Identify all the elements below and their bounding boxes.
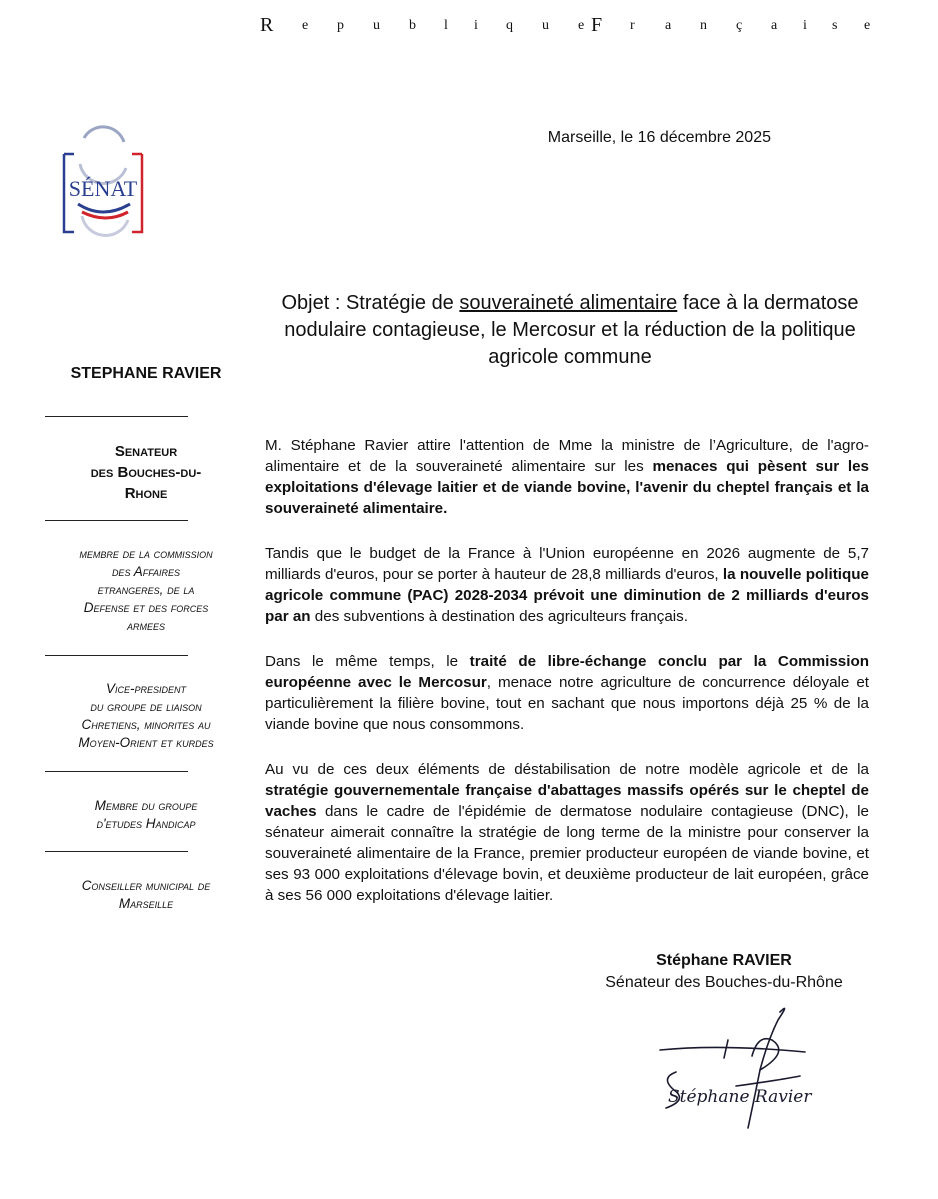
- vice-line: du groupe de liaison: [90, 699, 202, 714]
- header-letter: i: [474, 18, 478, 33]
- handicap-line: d'etudes Handicap: [96, 816, 196, 831]
- subject-prefix: Objet : Stratégie de: [281, 292, 460, 314]
- commission-line: des Affaires: [111, 564, 181, 579]
- header-letter: b: [409, 18, 416, 33]
- header-letter: s: [832, 18, 838, 33]
- commission-line: armees: [126, 618, 165, 633]
- p4-text-end: dans le cadre de l'épidémie de dermatose nodulaire contagieuse (DNC), le sénateur aimerait connaître la stratégie de long terme de la ministre pour conserver la souveraineté alimentaire de la France, premier producteur européen de viande bovine, et ses 93 000 exploitations d'élevage bovin, et deuxième producteur de lait européen, grâce à ses 56 000 exploitations d'élevage laitier.: [265, 803, 869, 904]
- header-letter: a: [665, 18, 672, 33]
- header-letter: e: [302, 18, 309, 33]
- divider: [45, 851, 188, 852]
- header-letter: e: [864, 18, 871, 33]
- p1-bold: menaces qui pèsent sur les exploitations d'élevage laitier et de viande bovine, l'avenir du cheptel français et la souveraineté alimentaire.: [265, 458, 869, 517]
- header-letter: a: [771, 18, 778, 33]
- sidebar-commission: [18, 545, 274, 635]
- signatory-name: Stéphane RAVIER: [656, 952, 792, 969]
- sidebar-name: STEPHANE RAVIER: [70, 365, 222, 382]
- commission-line: Defense et des forces: [83, 600, 209, 615]
- header-letter: p: [337, 18, 344, 33]
- header-letter: l: [444, 18, 448, 33]
- handwritten-signature: [640, 1000, 830, 1140]
- p3-text: Dans le même temps, le: [265, 653, 470, 670]
- paragraph-4: [265, 759, 869, 906]
- commission-line: etrangeres, de la: [97, 582, 195, 597]
- p3-bold: traité de libre-échange conclu par la Commission européenne avec le Mercosur: [265, 653, 870, 691]
- vice-line: Chretiens, minorites au: [81, 717, 211, 732]
- vice-line: Vice-president: [105, 681, 186, 696]
- header-letter: e: [578, 18, 585, 33]
- divider: [45, 520, 188, 521]
- header-letter: u: [373, 18, 380, 33]
- vice-line: Moyen-Orient et kurdes: [78, 735, 214, 750]
- role-line: Senateur: [114, 443, 178, 460]
- sidebar-role: [18, 441, 274, 504]
- letter-body: [265, 435, 869, 930]
- header-letter: R: [260, 14, 274, 36]
- signature-script: Stéphane Ravier: [668, 1087, 812, 1107]
- paragraph-2: [265, 543, 869, 627]
- header-letter: q: [506, 18, 513, 33]
- signatory-title: Sénateur des Bouches-du-Rhône: [605, 974, 843, 991]
- header-letter: F: [591, 14, 603, 36]
- role-line: Rhone: [124, 485, 168, 502]
- divider: [45, 655, 188, 656]
- sidebar-conseiller: [18, 877, 274, 913]
- p4-bold: stratégie gouvernementale française d'abattages massifs opérés sur le cheptel de vaches: [265, 782, 869, 820]
- header-letter: ç: [736, 18, 743, 33]
- conseiller-line: Marseille: [118, 896, 174, 911]
- logo-swoosh-blue: [78, 204, 130, 212]
- divider: [45, 771, 188, 772]
- divider: [45, 416, 188, 417]
- subject-underlined: souveraineté alimentaire: [459, 292, 678, 314]
- sidebar-handicap: [18, 797, 274, 833]
- p4-text: Au vu de ces deux éléments de déstabilisation de notre modèle agricole et de la: [265, 761, 869, 778]
- commission-line: membre de la commission: [79, 546, 213, 561]
- role-line: des Bouches-du-: [90, 464, 202, 481]
- sidebar-vice-president: [18, 680, 274, 752]
- handicap-line: Membre du groupe: [94, 798, 198, 813]
- p2-text: Tandis que le budget de la France à l'Union européenne en 2026 augmente de 5,7 milliards d'euros, pour se porter à hauteur de 28,8 milliards d'euros,: [265, 545, 869, 583]
- logo-text: SÉNAT: [68, 176, 138, 201]
- header-letter: u: [542, 18, 549, 33]
- paragraph-3: [265, 651, 869, 735]
- letter-subject: [250, 290, 890, 371]
- paragraph-1: [265, 435, 869, 519]
- conseiller-line: Conseiller municipal de: [81, 878, 211, 893]
- p2-text-end: des subventions à destination des agriculteurs français.: [310, 608, 688, 625]
- subject-rest: face à la dermatose nodulaire contagieuse, le Mercosur et la réduction de la politique agricole commune: [284, 292, 859, 368]
- header-letter: r: [630, 18, 635, 33]
- letter-date: Marseille, le 16 décembre 2025: [547, 129, 771, 146]
- p2-bold: la nouvelle politique agricole commune (PAC) 2028-2034 prévoit une diminution de 2 milliards d'euros par an: [265, 566, 869, 625]
- p1-text: M. Stéphane Ravier attire l'attention de Mme la ministre de l’Agriculture, de l'agro-alimentaire et de la souveraineté alimentaire sur les: [265, 437, 869, 475]
- header-letter: i: [803, 18, 807, 33]
- header-letter: n: [700, 18, 707, 33]
- senat-logo: [48, 124, 158, 244]
- p3-text-end: , menace notre agriculture de concurrence déloyale et particulièrement la filière bovine, tout en sachant que nous importons déjà 25 % de la viande bovine que nous consommons.: [265, 674, 869, 733]
